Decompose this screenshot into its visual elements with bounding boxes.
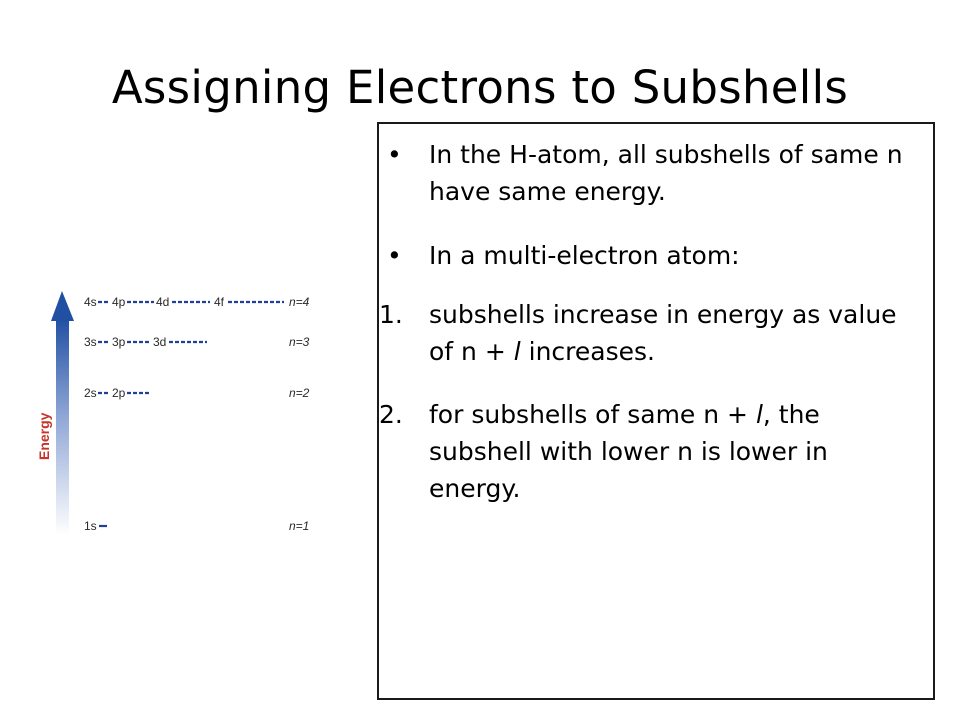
bullet-marker: • — [387, 241, 402, 270]
energy-level-diagram — [32, 285, 332, 540]
content-box — [377, 122, 935, 700]
level-row-n2 — [84, 386, 310, 400]
level-row-n3 — [84, 335, 310, 349]
bullet-text: In a multi-electron atom: — [429, 241, 740, 270]
subshell-4s: 4s — [84, 295, 97, 309]
slide-title: Assigning Electrons to Subshells — [111, 61, 849, 114]
numbered-text — [429, 396, 923, 507]
n-label-2: n=2 — [289, 386, 310, 400]
italic-l: l — [755, 400, 763, 429]
level-row-n4 — [84, 295, 310, 309]
subshell-3p: 3p — [112, 335, 126, 349]
subshell-4f: 4f — [214, 295, 225, 309]
level-row-n1 — [84, 519, 309, 533]
subshell-1s: 1s — [84, 519, 97, 533]
energy-axis-label: Energy — [36, 412, 52, 460]
italic-l: l — [513, 337, 521, 366]
text-part: increases. — [520, 337, 655, 366]
text-part: , the subshell with lower n is lower in energy. — [429, 400, 828, 503]
energy-arrow-head — [51, 291, 74, 321]
n-label-1: n=1 — [289, 519, 310, 533]
subshell-2p: 2p — [112, 386, 126, 400]
subshell-3s: 3s — [84, 335, 97, 349]
text-part: for subshells of same n + — [429, 400, 756, 429]
text-part: subshells increase in energy as value of n + — [429, 300, 897, 366]
numbered-text — [429, 296, 923, 370]
energy-arrow-shaft — [56, 319, 69, 535]
n-label-3: n=3 — [289, 335, 310, 349]
subshell-2s: 2s — [84, 386, 97, 400]
n-label-4: n=4 — [289, 295, 310, 309]
bullet-marker: • — [387, 140, 402, 169]
subshell-4d: 4d — [156, 295, 170, 309]
number-marker: 2. — [379, 400, 403, 429]
number-marker: 1. — [379, 300, 403, 329]
energy-diagram-svg — [32, 285, 332, 540]
subshell-4p: 4p — [112, 295, 126, 309]
bullet-text: In the H-atom, all subshells of same n have same energy. — [429, 140, 903, 206]
subshell-3d: 3d — [153, 335, 167, 349]
